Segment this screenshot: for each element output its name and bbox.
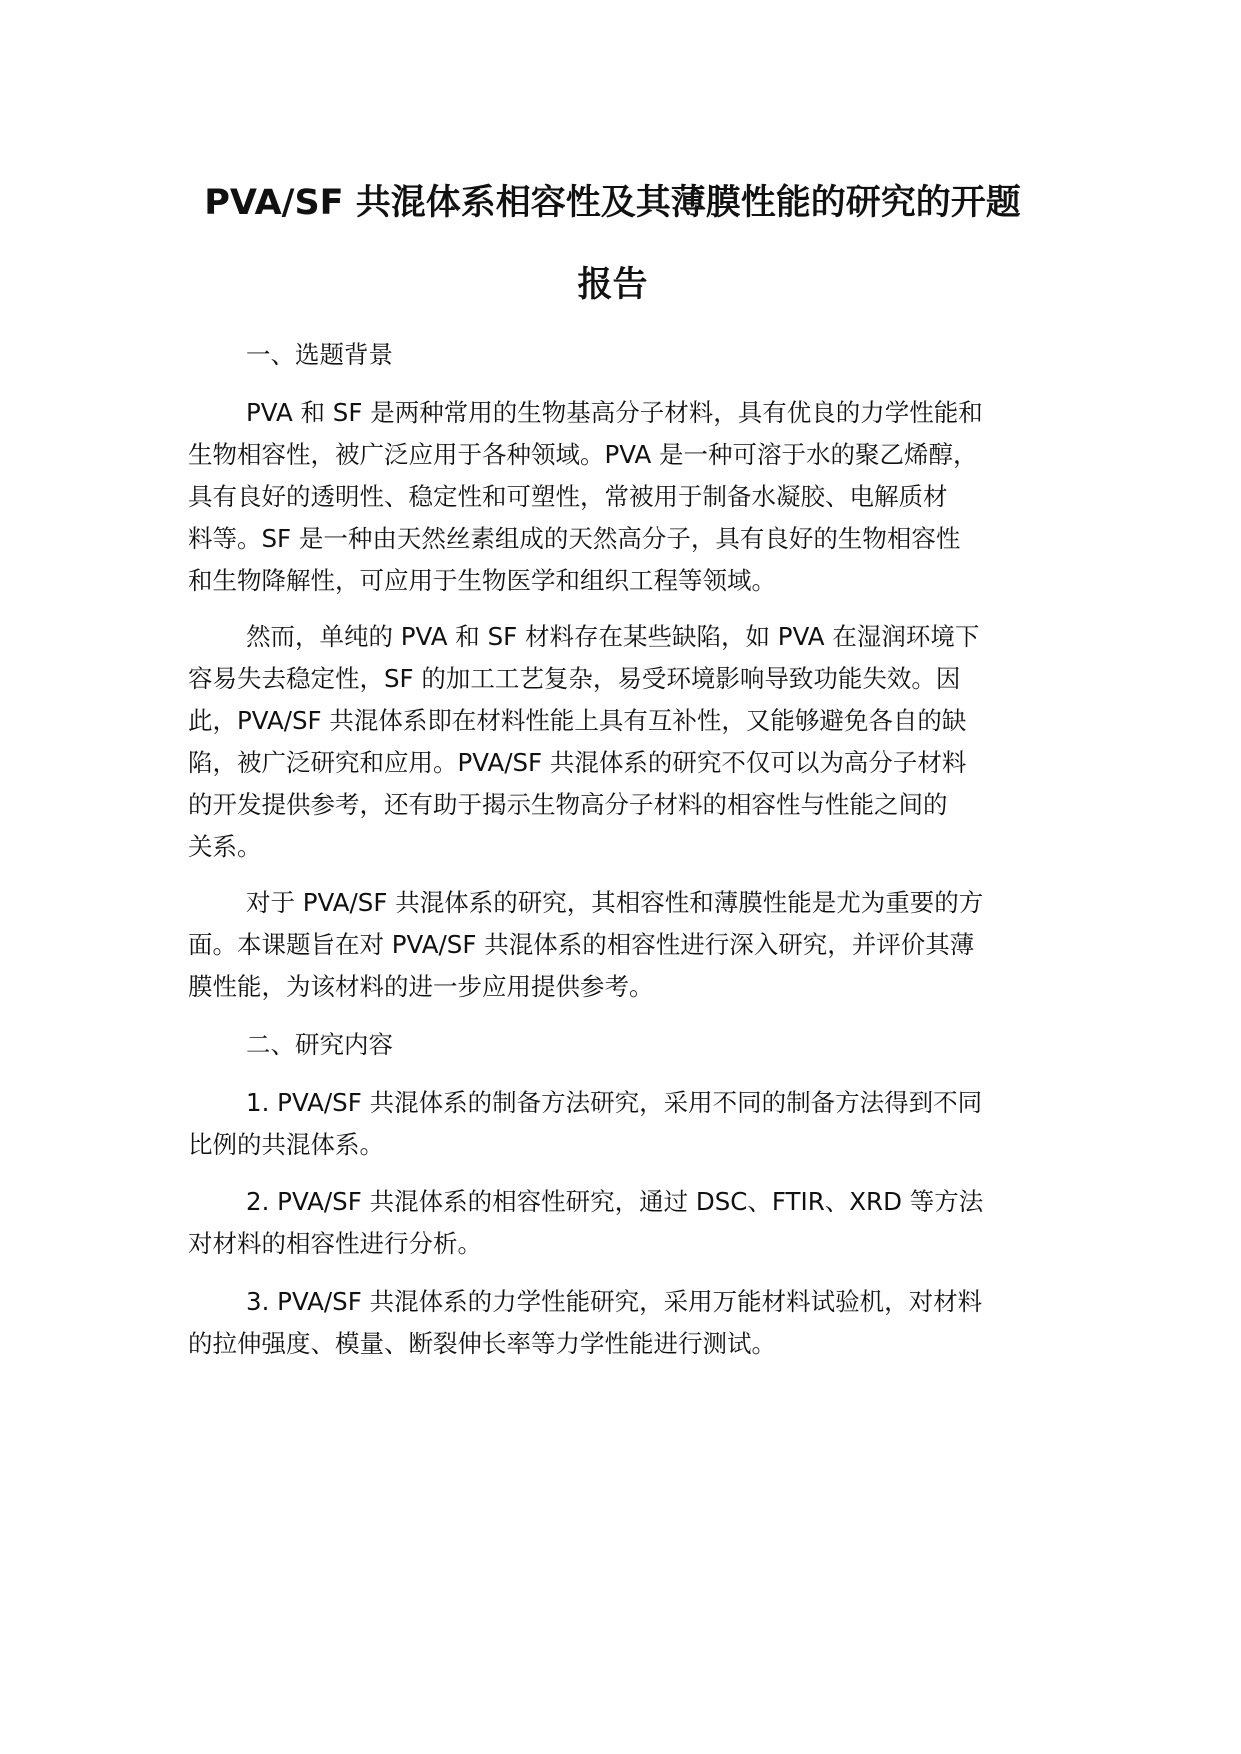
section-heading-background: 一、选题背景: [246, 340, 393, 369]
paragraph-line: 料等。SF 是一种由天然丝素组成的天然高分子，具有良好的生物相容性: [188, 524, 961, 553]
list-item-line: 1. PVA/SF 共混体系的制备方法研究，采用不同的制备方法得到不同: [246, 1088, 983, 1117]
paragraph-line: 生物相容性，被广泛应用于各种领域。PVA 是一种可溶于水的聚乙烯醇，: [188, 440, 978, 469]
paragraph-line: 然而，单纯的 PVA 和 SF 材料存在某些缺陷，如 PVA 在湿润环境下: [246, 622, 980, 651]
paragraph-line: 面。本课题旨在对 PVA/SF 共混体系的相容性进行深入研究，并评价其薄: [188, 930, 975, 959]
paragraph-line: 对于 PVA/SF 共混体系的研究，其相容性和薄膜性能是尤为重要的方: [246, 888, 984, 917]
paragraph-line: 容易失去稳定性，SF 的加工工艺复杂，易受环境影响导致功能失效。因: [188, 664, 961, 693]
list-item-line: 的拉伸强度、模量、断裂伸长率等力学性能进行测试。: [188, 1329, 776, 1358]
paragraph-line: 此，PVA/SF 共混体系即在材料性能上具有互补性，又能够避免各自的缺: [188, 706, 967, 735]
paragraph-line: 具有良好的透明性、稳定性和可塑性，常被用于制备水凝胶、电解质材: [188, 482, 948, 511]
list-item-line: 对材料的相容性进行分析。: [188, 1229, 482, 1258]
paragraph-line: 和生物降解性，可应用于生物医学和组织工程等领域。: [188, 566, 776, 595]
paragraph-line: PVA 和 SF 是两种常用的生物基高分子材料，具有优良的力学性能和: [246, 398, 983, 427]
paragraph-line: 的开发提供参考，还有助于揭示生物高分子材料的相容性与性能之间的: [188, 790, 948, 819]
list-item-line: 比例的共混体系。: [188, 1130, 384, 1159]
paragraph-line: 陷，被广泛研究和应用。PVA/SF 共混体系的研究不仅可以为高分子材料: [188, 748, 967, 777]
section-heading-research-content: 二、研究内容: [246, 1030, 393, 1059]
document-title-line-2: 报告: [577, 265, 648, 305]
paragraph-line: 关系。: [188, 832, 262, 861]
paragraph-line: 膜性能，为该材料的进一步应用提供参考。: [188, 972, 654, 1001]
list-item-line: 3. PVA/SF 共混体系的力学性能研究，采用万能材料试验机，对材料: [246, 1287, 983, 1316]
list-item-line: 2. PVA/SF 共混体系的相容性研究，通过 DSC、FTIR、XRD 等方法: [246, 1187, 984, 1216]
document-title-line-1: PVA/SF 共混体系相容性及其薄膜性能的研究的开题: [204, 183, 1021, 223]
